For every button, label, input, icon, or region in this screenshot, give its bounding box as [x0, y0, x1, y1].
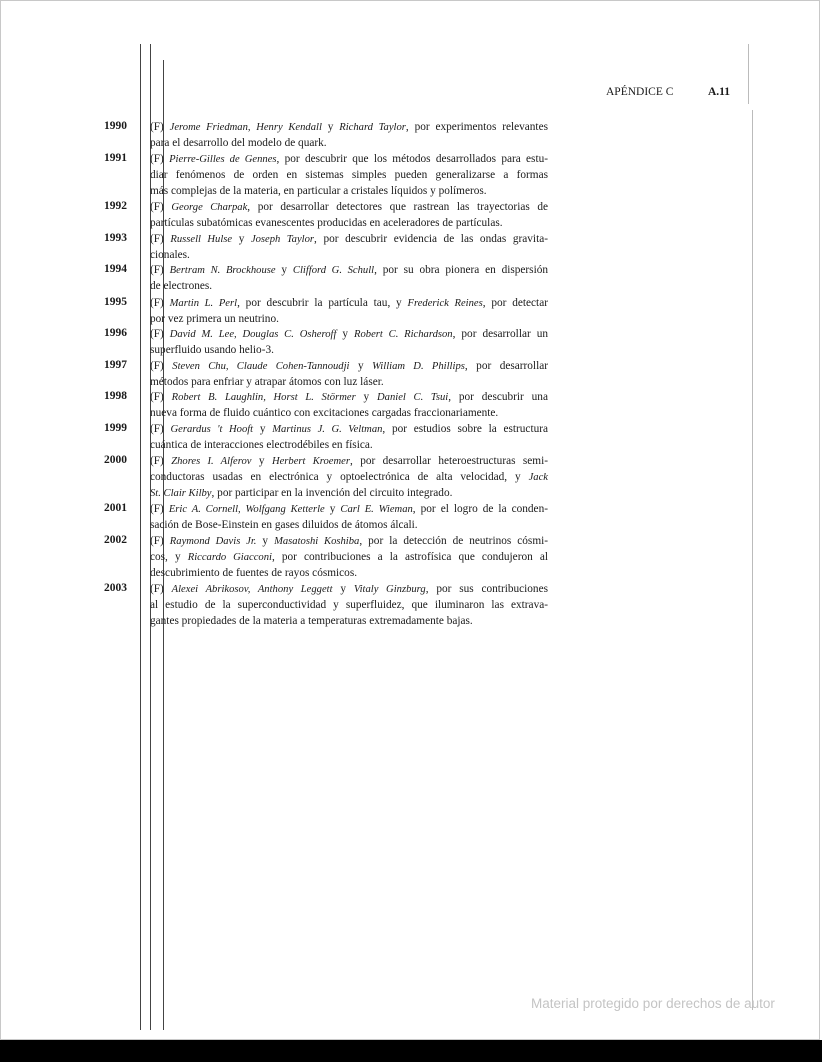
laureate-name: Richard Taylor	[339, 122, 406, 133]
laureate-name: Pierre-Gilles de Gennes	[169, 154, 277, 165]
entry-text: superfluido usando helio-3.	[150, 343, 274, 356]
entry-text: (F)	[150, 391, 172, 403]
entry-text: al estudio de la superconductividad y superfluidez, que iluminaron las extrava-	[150, 598, 548, 611]
entry-year: 1993	[104, 232, 127, 244]
entry-year: 1991	[104, 152, 127, 164]
entry-text: para el desarrollo del modelo de quark.	[150, 136, 327, 149]
entry-year: 1992	[104, 200, 127, 212]
entry-text: , por descubrir que los métodos desarrollados para estu-	[276, 153, 548, 165]
laureate-name: Robert C. Richardson	[354, 329, 453, 340]
laureate-name: Raymond Davis Jr.	[169, 536, 257, 547]
section-header: APÉNDICE C	[606, 86, 674, 98]
entry-text: conductoras usadas en electrónica y optoelectrónica de alta velocidad, y	[150, 470, 529, 483]
entry-text-line	[150, 614, 548, 630]
entry-text-line	[150, 279, 548, 295]
entry-text: , por contribuciones a la astrofísica que condujeron al	[271, 550, 548, 563]
laureate-name: Joseph Taylor	[250, 234, 315, 245]
laureate-name: Alexei Abrikosov, Anthony Leggett	[171, 584, 333, 595]
entry-text: (F)	[150, 583, 172, 595]
entry-text: (F)	[150, 233, 171, 245]
entry-text: y	[321, 121, 340, 133]
entry-text-line	[150, 598, 548, 614]
entry-text: (F)	[150, 535, 170, 547]
entry-text-line	[150, 454, 548, 470]
entry-text: (F)	[150, 264, 170, 276]
laureate-name: Herbert Kroemer	[271, 456, 350, 467]
entry-text: , por sus contribuciones	[425, 583, 548, 595]
laureate-name: Masatoshi Koshiba	[274, 536, 360, 547]
entry-text-line	[150, 550, 548, 566]
laureate-name: Jerome Friedman, Henry Kendall	[169, 122, 322, 133]
entry-text: , por participar en la invención del circuito integrado.	[211, 486, 453, 499]
entry-year: 1998	[104, 390, 127, 402]
entry-text: , por descubrir evidencia de las ondas gravita-	[314, 233, 548, 245]
entry-text-line	[150, 566, 548, 582]
entry-text: , por desarrollar heteroestructuras semi-	[349, 455, 548, 467]
entry-text: y	[256, 535, 275, 547]
entry-text: descubrimiento de fuentes de rayos cósmicos.	[150, 566, 358, 579]
page-number: A.11	[708, 86, 731, 98]
entry-text-line	[150, 438, 548, 454]
entry-text-line	[150, 263, 548, 279]
entry-text: nueva forma de fluido cuántico con excitaciones cargadas fraccionariamente.	[150, 406, 499, 419]
entry-text-line	[150, 422, 548, 438]
laureate-name: David M. Lee, Douglas C. Osheroff	[169, 329, 337, 340]
entry-text: , por desarrollar	[464, 360, 548, 372]
scan-line	[140, 44, 141, 1030]
entry-text: gantes propiedades de la materia a temperaturas extremadamente bajas.	[150, 614, 473, 627]
entry-text: por vez primera un neutrino.	[150, 312, 279, 325]
laureate-name: Riccardo Giacconi	[187, 551, 272, 563]
entry-text-line	[150, 502, 548, 518]
entry-text: métodos para enfriar y atrapar átomos con luz láser.	[150, 375, 384, 388]
laureate-name: Daniel C. Tsui	[377, 392, 449, 403]
entry-text: (F)	[150, 503, 169, 515]
entry-year: 1997	[104, 359, 127, 371]
laureate-name: Robert B. Laughlin, Horst L. Störmer	[171, 392, 356, 403]
laureate-name: William D. Phillips	[372, 361, 465, 372]
entry-text-line	[150, 216, 548, 232]
entry-text: , por detectar	[482, 297, 548, 309]
entry-text: más complejas de la materia, en particular a cristales líquidos y polímeros.	[150, 184, 487, 197]
entry-text-line	[150, 343, 548, 359]
bottom-bar	[0, 1040, 822, 1062]
entry-year: 1995	[104, 296, 127, 308]
entry-text: y	[349, 360, 373, 372]
entry-year: 2000	[104, 454, 127, 466]
laureate-name: Steven Chu, Claude Cohen-Tannoudji	[172, 361, 350, 372]
entry-text: y	[251, 455, 272, 467]
entry-text: de electrones.	[150, 279, 213, 292]
entry-text-line	[150, 136, 548, 152]
laureate-name: Vitaly Ginzburg	[353, 584, 426, 595]
entry-text: , por su obra pionera en dispersión	[374, 264, 549, 276]
entry-text-line	[150, 375, 548, 391]
laureate-name: George Charpak	[171, 202, 248, 213]
entry-text: y	[253, 423, 273, 435]
entry-year: 2001	[104, 502, 127, 514]
laureate-name: Russell Hulse	[170, 234, 233, 245]
entry-text-line	[150, 152, 548, 168]
laureate-name: Clifford G. Schull	[292, 265, 375, 276]
entry-text: , por estudios sobre la estructura	[382, 423, 549, 435]
entry-text-line	[150, 359, 548, 375]
entry-text-line	[150, 486, 548, 502]
entry-text: , por experimentos relevantes	[405, 121, 548, 133]
entry-text: diar fenómenos de orden en sistemas simples pueden generalizarse a formas	[150, 168, 548, 181]
entry-text-line	[150, 406, 548, 422]
entry-text: (F)	[150, 201, 172, 213]
entry-text-line	[150, 390, 548, 406]
entry-text-line	[150, 232, 548, 248]
entry-year: 2003	[104, 582, 127, 594]
entry-year: 1996	[104, 327, 127, 339]
laureate-name: Eric A. Cornell, Wolfgang Ketterle	[168, 504, 325, 515]
entry-text-line	[150, 184, 548, 200]
entry-text: (F)	[150, 455, 172, 467]
entry-text: (F)	[150, 360, 173, 372]
entry-text-line	[150, 296, 548, 312]
entry-year: 1994	[104, 263, 127, 275]
entry-text-line	[150, 470, 548, 486]
laureate-name: Jack	[528, 471, 548, 483]
laureate-name: St. Clair Kilby	[150, 487, 212, 499]
entry-text: , por el logro de la conden-	[412, 503, 548, 515]
entry-text: , por la detección de neutrinos cósmi-	[359, 535, 549, 547]
entry-text: partículas subatómicas evanescentes producidas en aceleradores de partículas.	[150, 216, 503, 229]
laureate-name: Carl E. Wieman	[340, 504, 413, 515]
entry-year: 2002	[104, 534, 127, 546]
laureate-name: Frederick Reines	[407, 298, 483, 309]
entry-year: 1990	[104, 120, 127, 132]
entry-text: y	[275, 264, 293, 276]
entry-text: , por descubrir la partícula tau, y	[237, 297, 408, 309]
entry-text-line	[150, 168, 548, 184]
entry-text-line	[150, 120, 548, 136]
entry-text-line	[150, 534, 548, 550]
entry-text: (F)	[150, 297, 170, 309]
laureate-name: Gerardus 't Hooft	[170, 424, 254, 435]
entry-text: cionales.	[150, 248, 190, 261]
laureate-name: Zhores I. Alferov	[171, 456, 252, 467]
entry-text: y	[336, 328, 354, 340]
entry-text: y	[324, 503, 341, 515]
entry-text: cos, y	[150, 550, 188, 563]
entry-text: , por desarrollar un	[452, 328, 549, 340]
entry-text-line	[150, 248, 548, 264]
entry-text-line	[150, 582, 548, 598]
entry-text: (F)	[150, 153, 170, 165]
laureate-name: Martin L. Perl	[169, 298, 238, 309]
entry-text: (F)	[150, 121, 170, 133]
entry-text-line	[150, 518, 548, 534]
entry-text: cuántica de interacciones electrodébiles en física.	[150, 438, 373, 451]
scan-line	[752, 110, 753, 1010]
entry-text: , por desarrollar detectores que rastrean las trayectorias de	[247, 201, 548, 213]
entry-text: y	[232, 233, 251, 245]
entry-text: , por descubrir una	[448, 391, 548, 403]
entry-year: 1999	[104, 422, 127, 434]
scan-line	[748, 44, 749, 104]
copyright-watermark: Material protegido por derechos de autor	[531, 996, 775, 1011]
entry-text-line	[150, 312, 548, 328]
entry-text: sación de Bose-Einstein en gases diluidos de átomos álcali.	[150, 518, 418, 531]
entry-text: (F)	[150, 328, 170, 340]
entry-text: (F)	[150, 423, 171, 435]
entry-text: y	[332, 583, 354, 595]
entry-text-line	[150, 200, 548, 216]
laureate-name: Bertram N. Brockhouse	[169, 265, 276, 276]
entry-text: y	[355, 391, 378, 403]
entry-text-line	[150, 327, 548, 343]
laureate-name: Martinus J. G. Veltman	[272, 424, 383, 435]
